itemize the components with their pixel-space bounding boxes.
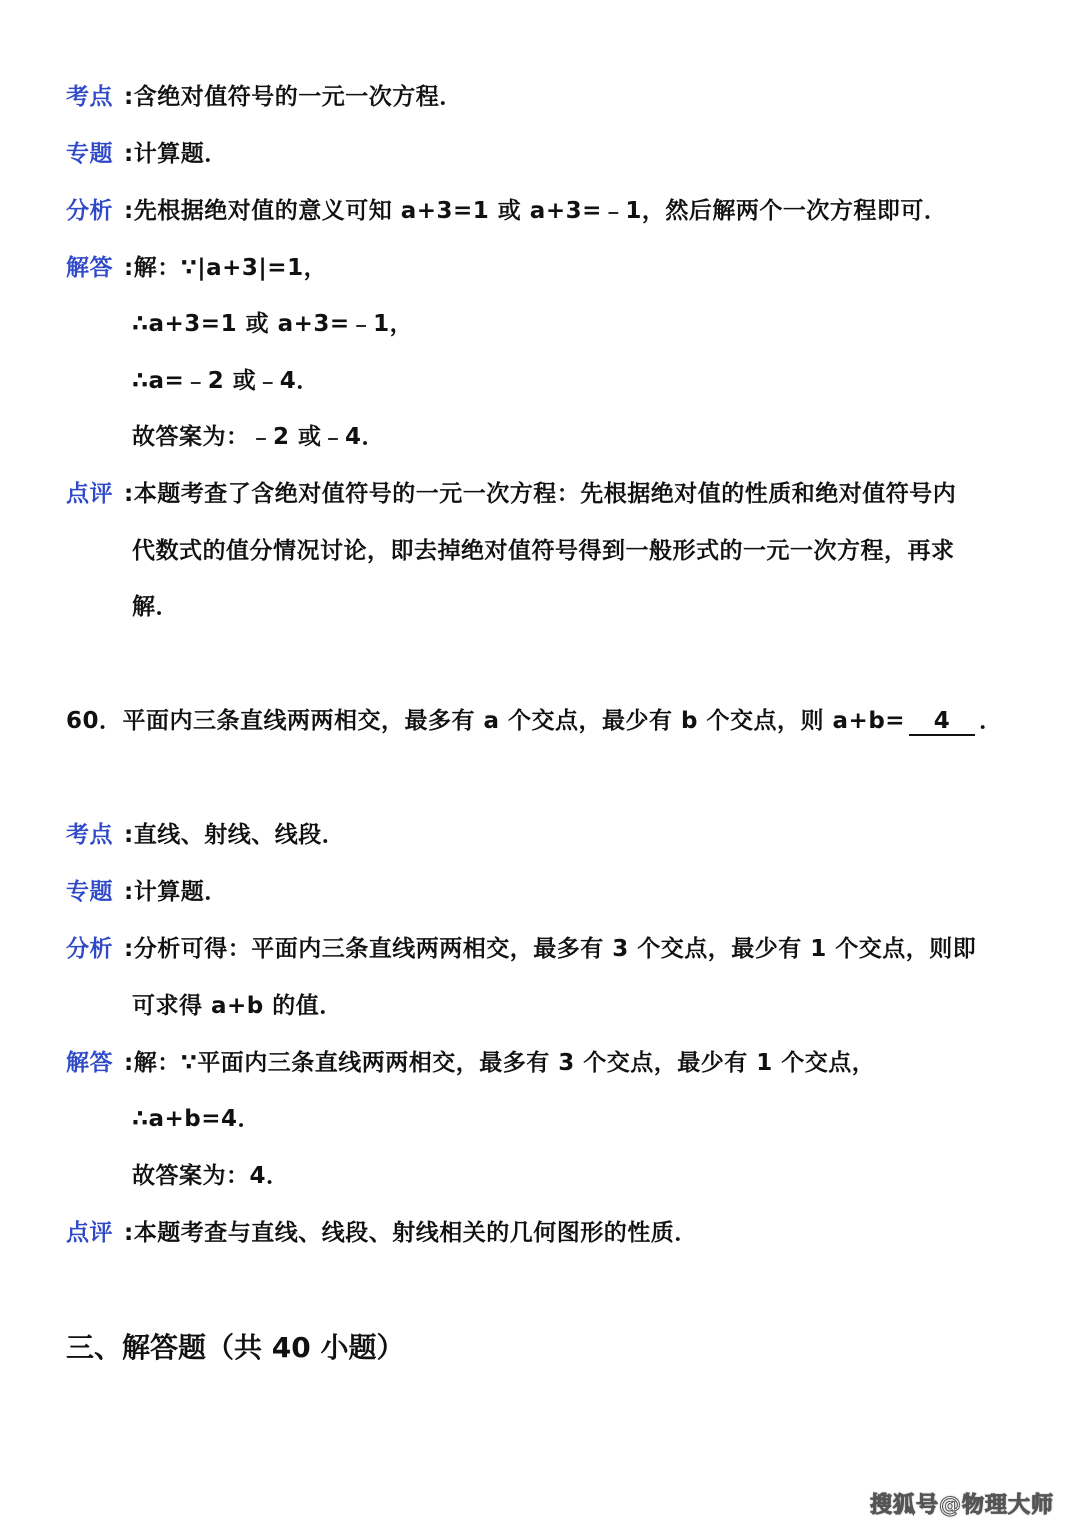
jieda-line: 故答案为：﹣2 或﹣4． <box>132 424 386 450</box>
dianping-line: 本题考查了含绝对值符号的一元一次方程：先根据绝对值的性质和绝对值符号内 <box>133 481 957 507</box>
watermark: 搜狐号@物理大师 <box>869 1493 1054 1518</box>
kaodian-label: 考点 <box>66 84 113 110</box>
label-separator: : <box>124 936 134 962</box>
fenxi-label: 分析 <box>66 936 113 962</box>
kaodian-text: 含绝对值符号的一元一次方程． <box>133 84 463 110</box>
jieda-line: 故答案为：4． <box>132 1163 290 1189</box>
zhuanti-text: 计算题． <box>133 141 228 167</box>
answer-blank: 4 <box>909 708 975 736</box>
jieda-label: 解答 <box>66 255 113 281</box>
fenxi-line: 分析可得：平面内三条直线两两相交，最多有 3 个交点，最少有 1 个交点，则即 <box>133 936 977 962</box>
kaodian-text: 直线、射线、线段． <box>133 822 346 848</box>
dianping-line: 解． <box>132 594 179 620</box>
label-separator: : <box>124 481 134 507</box>
section-heading: 三、解答题（共 40 小题） <box>66 1331 405 1364</box>
dianping-label: 点评 <box>66 481 113 507</box>
label-separator: : <box>124 1220 134 1246</box>
jieda-line: ∴a+b=4． <box>132 1106 262 1132</box>
label-separator: : <box>124 198 134 224</box>
dianping-line: 代数式的值分情况讨论，即去掉绝对值符号得到一般形式的一元一次方程，再求 <box>132 538 955 564</box>
jieda-label: 解答 <box>66 1050 113 1076</box>
question-suffix: ． <box>979 708 1003 734</box>
fenxi-label: 分析 <box>66 198 113 224</box>
q60-question <box>66 706 1003 736</box>
q60-fenxi-row <box>66 934 976 964</box>
fenxi-line: 可求得 a+b 的值． <box>132 993 343 1019</box>
label-separator: : <box>124 822 134 848</box>
q59-kaodian-row <box>66 82 463 112</box>
jieda-line: 解：∵|a+3|=1， <box>133 255 328 281</box>
zhuanti-label: 专题 <box>66 879 113 905</box>
label-separator: : <box>124 141 134 167</box>
q59-jieda-row <box>66 253 327 283</box>
zhuanti-label: 专题 <box>66 141 113 167</box>
fenxi-text: 先根据绝对值的意义可知 a+3=1 或 a+3=﹣1，然后解两个一次方程即可． <box>133 198 948 224</box>
dianping-label: 点评 <box>66 1220 113 1246</box>
kaodian-label: 考点 <box>66 822 113 848</box>
dianping-text: 本题考查与直线、线段、射线相关的几何图形的性质． <box>133 1220 698 1246</box>
jieda-line: 解：∵平面内三条直线两两相交，最多有 3 个交点，最少有 1 个交点， <box>133 1050 876 1076</box>
label-separator: : <box>124 84 134 110</box>
zhuanti-text: 计算题． <box>133 879 228 905</box>
label-separator: : <box>124 255 134 281</box>
q60-jieda-row <box>66 1048 875 1078</box>
q59-dianping-row <box>66 479 956 509</box>
label-separator: : <box>124 1050 134 1076</box>
q60-dianping-row <box>66 1218 698 1248</box>
q60-kaodian-row <box>66 820 345 850</box>
jieda-line: ∴a+3=1 或 a+3=﹣1， <box>132 311 414 337</box>
q60-zhuanti-row <box>66 877 228 907</box>
q59-fenxi-row <box>66 196 947 226</box>
question-text: 60．平面内三条直线两两相交，最多有 a 个交点，最少有 b 个交点，则 a+b= <box>66 708 906 734</box>
label-separator: : <box>124 879 134 905</box>
q59-zhuanti-row <box>66 139 228 169</box>
jieda-line: ∴a=﹣2 或﹣4． <box>132 368 320 394</box>
